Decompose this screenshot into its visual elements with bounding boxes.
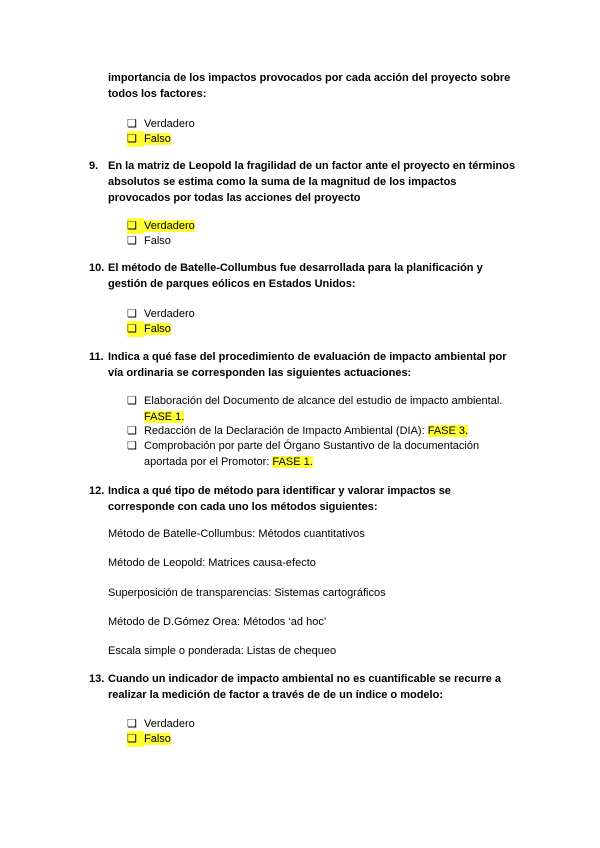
q11-item: ❏ Redacción de la Declaración de Impacto Ambiental (DIA): FASE 3.	[127, 425, 469, 437]
q12-answer: Superposición de transparencias: Sistemas cartográficos	[108, 587, 386, 599]
answer-highlight: FASE 1.	[272, 456, 313, 468]
checkbox-icon: ❏	[127, 321, 144, 337]
q13-option-true: ❏ Verdadero	[127, 718, 195, 730]
checkbox-icon: ❏	[127, 395, 137, 407]
question-number: 13.	[89, 673, 105, 685]
checkbox-icon: ❏	[127, 308, 137, 320]
q13-option-false: ❏ Falso	[127, 733, 171, 745]
checkbox-icon: ❏	[127, 235, 137, 247]
question-number: 9.	[89, 160, 99, 172]
checkbox-icon: ❏	[127, 218, 144, 234]
question-number: 12.	[89, 485, 105, 497]
answer-highlight: FASE 3.	[427, 425, 469, 437]
checkbox-icon: ❏	[127, 440, 137, 452]
q10-option-true: ❏ Verdadero	[127, 308, 195, 320]
question-number: 10.	[89, 262, 105, 274]
q8-option-false: ❏ Falso	[127, 133, 171, 145]
question-10-text: El método de Batelle-Collumbus fue desarrollada para la planificación y gestión de parques eólicos en Estados Unidos:	[108, 262, 483, 290]
q10-option-false: ❏ Falso	[127, 323, 171, 335]
question-9-text: En la matriz de Leopold la fragilidad de un factor ante el proyecto en términos absolutos se estima como la suma de la magnitud de los impactos provocados por todas las acciones del proyecto	[108, 160, 516, 204]
q9-option-true: ❏ Verdadero	[127, 220, 195, 232]
question-11-text: Indica a qué fase del procedimiento de evaluación de impacto ambiental por vía ordinaria se corresponden las siguientes actuaciones:	[108, 351, 507, 379]
checkbox-icon: ❏	[127, 118, 137, 130]
q12-answer: Método de D.Gómez Orea: Métodos ‘ad hoc’	[108, 616, 327, 628]
q8-option-true: ❏ Verdadero	[127, 118, 195, 130]
q11-item: ❏ Comprobación por parte del Órgano Sustantivo de la documentación aportada por el Promotor: FASE 1.	[127, 440, 480, 468]
checkbox-icon: ❏	[127, 731, 144, 747]
checkbox-icon: ❏	[127, 425, 137, 437]
question-13-text: Cuando un indicador de impacto ambiental no es cuantificable se recurre a realizar la medición de factor a través de de un índice o modelo:	[108, 673, 502, 701]
checkbox-icon: ❏	[127, 718, 137, 730]
q12-answer: Método de Leopold: Matrices causa-efecto	[108, 557, 316, 569]
q12-answer: Escala simple o ponderada: Listas de chequeo	[108, 645, 337, 657]
question-8-continuation: importancia de los impactos provocados por cada acción del proyecto sobre todos los factores:	[108, 72, 511, 100]
checkbox-icon: ❏	[127, 131, 144, 147]
q12-answer: Método de Batelle-Collumbus: Métodos cuantitativos	[108, 528, 365, 540]
question-12-text: Indica a qué tipo de método para identificar y valorar impactos se corresponde con cada uno los métodos siguientes:	[108, 485, 451, 513]
q11-item: ❏ Elaboración del Documento de alcance del estudio de impacto ambiental. FASE 1.	[127, 395, 503, 423]
question-number: 11.	[89, 351, 104, 363]
answer-highlight: FASE 1.	[144, 411, 185, 423]
q9-option-false: ❏ Falso	[127, 235, 171, 247]
